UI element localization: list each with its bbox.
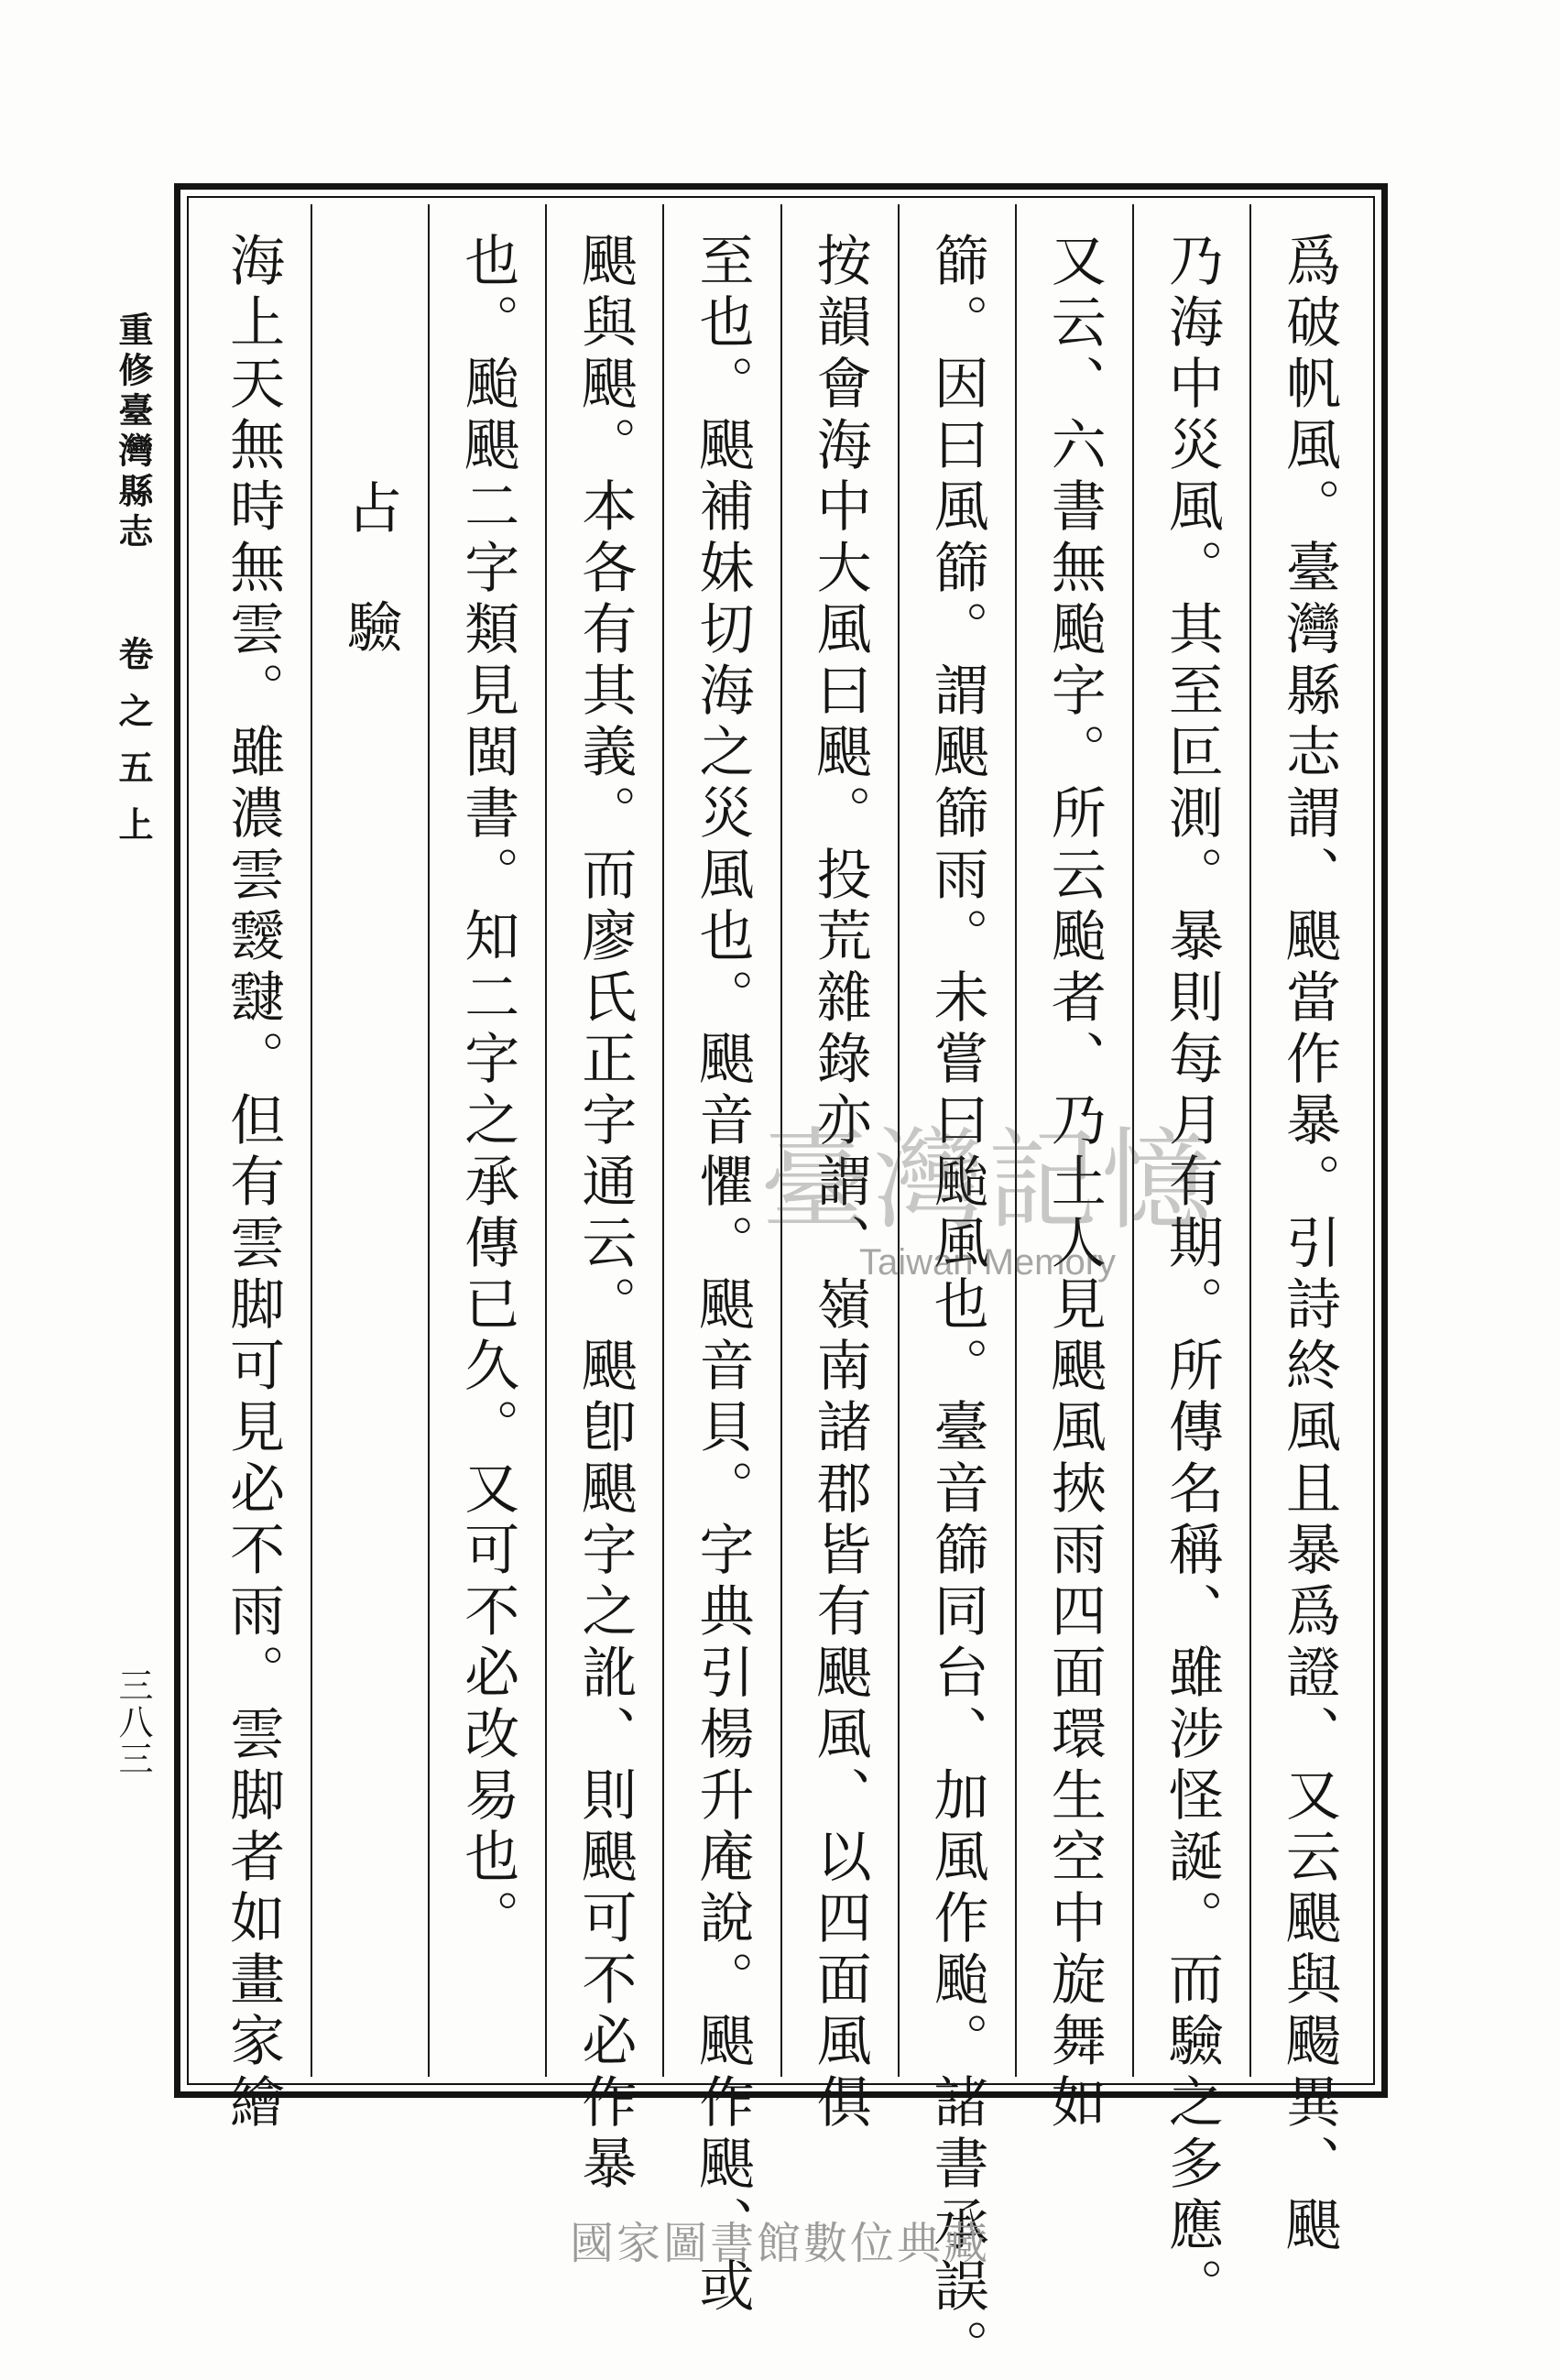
running-head: [108, 311, 158, 863]
text-column: [1132, 204, 1249, 2319]
text-column: [1015, 204, 1132, 2134]
watermark-text: 臺灣記憶: [760, 1118, 1215, 1245]
column-text: 颶與颶。本各有其義。而廖氏正字通云。颶卽颶字之訛、則颶可不必作暴: [573, 232, 638, 2196]
text-column: [662, 204, 780, 2319]
column-text: 又云、六書無颱字。所云颱者、乃土人見颶風挾雨四面環生空中旋舞如: [1042, 232, 1107, 2134]
text-column: [545, 204, 662, 2196]
text-column: [1249, 204, 1367, 2257]
column-text: 爲破帆風。臺灣縣志謂、颶當作暴。引詩終風且暴爲證、又云颶與颺異、颶: [1276, 232, 1341, 2257]
section-heading-column: [311, 204, 428, 2077]
column-text: 至也。颶補妹切海之災風也。颶音懼。颶音貝。字典引楊升庵說。颶作颶、或: [690, 232, 755, 2319]
text-column: [195, 204, 311, 2134]
column-text: 海上天無時無雲。雖濃雲靉靆。但有雲脚可見必不雨。雲脚者如畫家繪: [221, 232, 286, 2134]
page-number: 三八三: [113, 1667, 153, 1777]
footer-credit: 國家圖書館數位典藏: [569, 2218, 990, 2269]
watermark-subtext: Taiwan Memory: [858, 1242, 1117, 1283]
volume-label: 卷之五上: [113, 636, 154, 863]
column-text: 按韻會海中大風曰颶。投荒雜錄亦謂、嶺南諸郡皆有颶風、以四面風俱: [807, 232, 872, 2134]
text-column: [780, 204, 898, 2134]
text-column: [898, 204, 1015, 2380]
column-text: 也。颱颶二字類見閩書。知二字之承傳已久。又可不必改易也。: [455, 232, 520, 1950]
text-column: [428, 204, 545, 2077]
column-text: 乃海中災風。其至叵測。暴則每月有期。所傳名稱、雖涉怪誕。而驗之多應。: [1159, 232, 1224, 2319]
book-title: 重修臺灣縣志: [113, 311, 154, 553]
section-heading: 占驗: [338, 479, 403, 717]
column-text: 篩。因曰風篩。謂颶篩雨。未嘗曰颱風也。臺音篩同台、加風作颱。諸書承誤。: [924, 232, 989, 2380]
